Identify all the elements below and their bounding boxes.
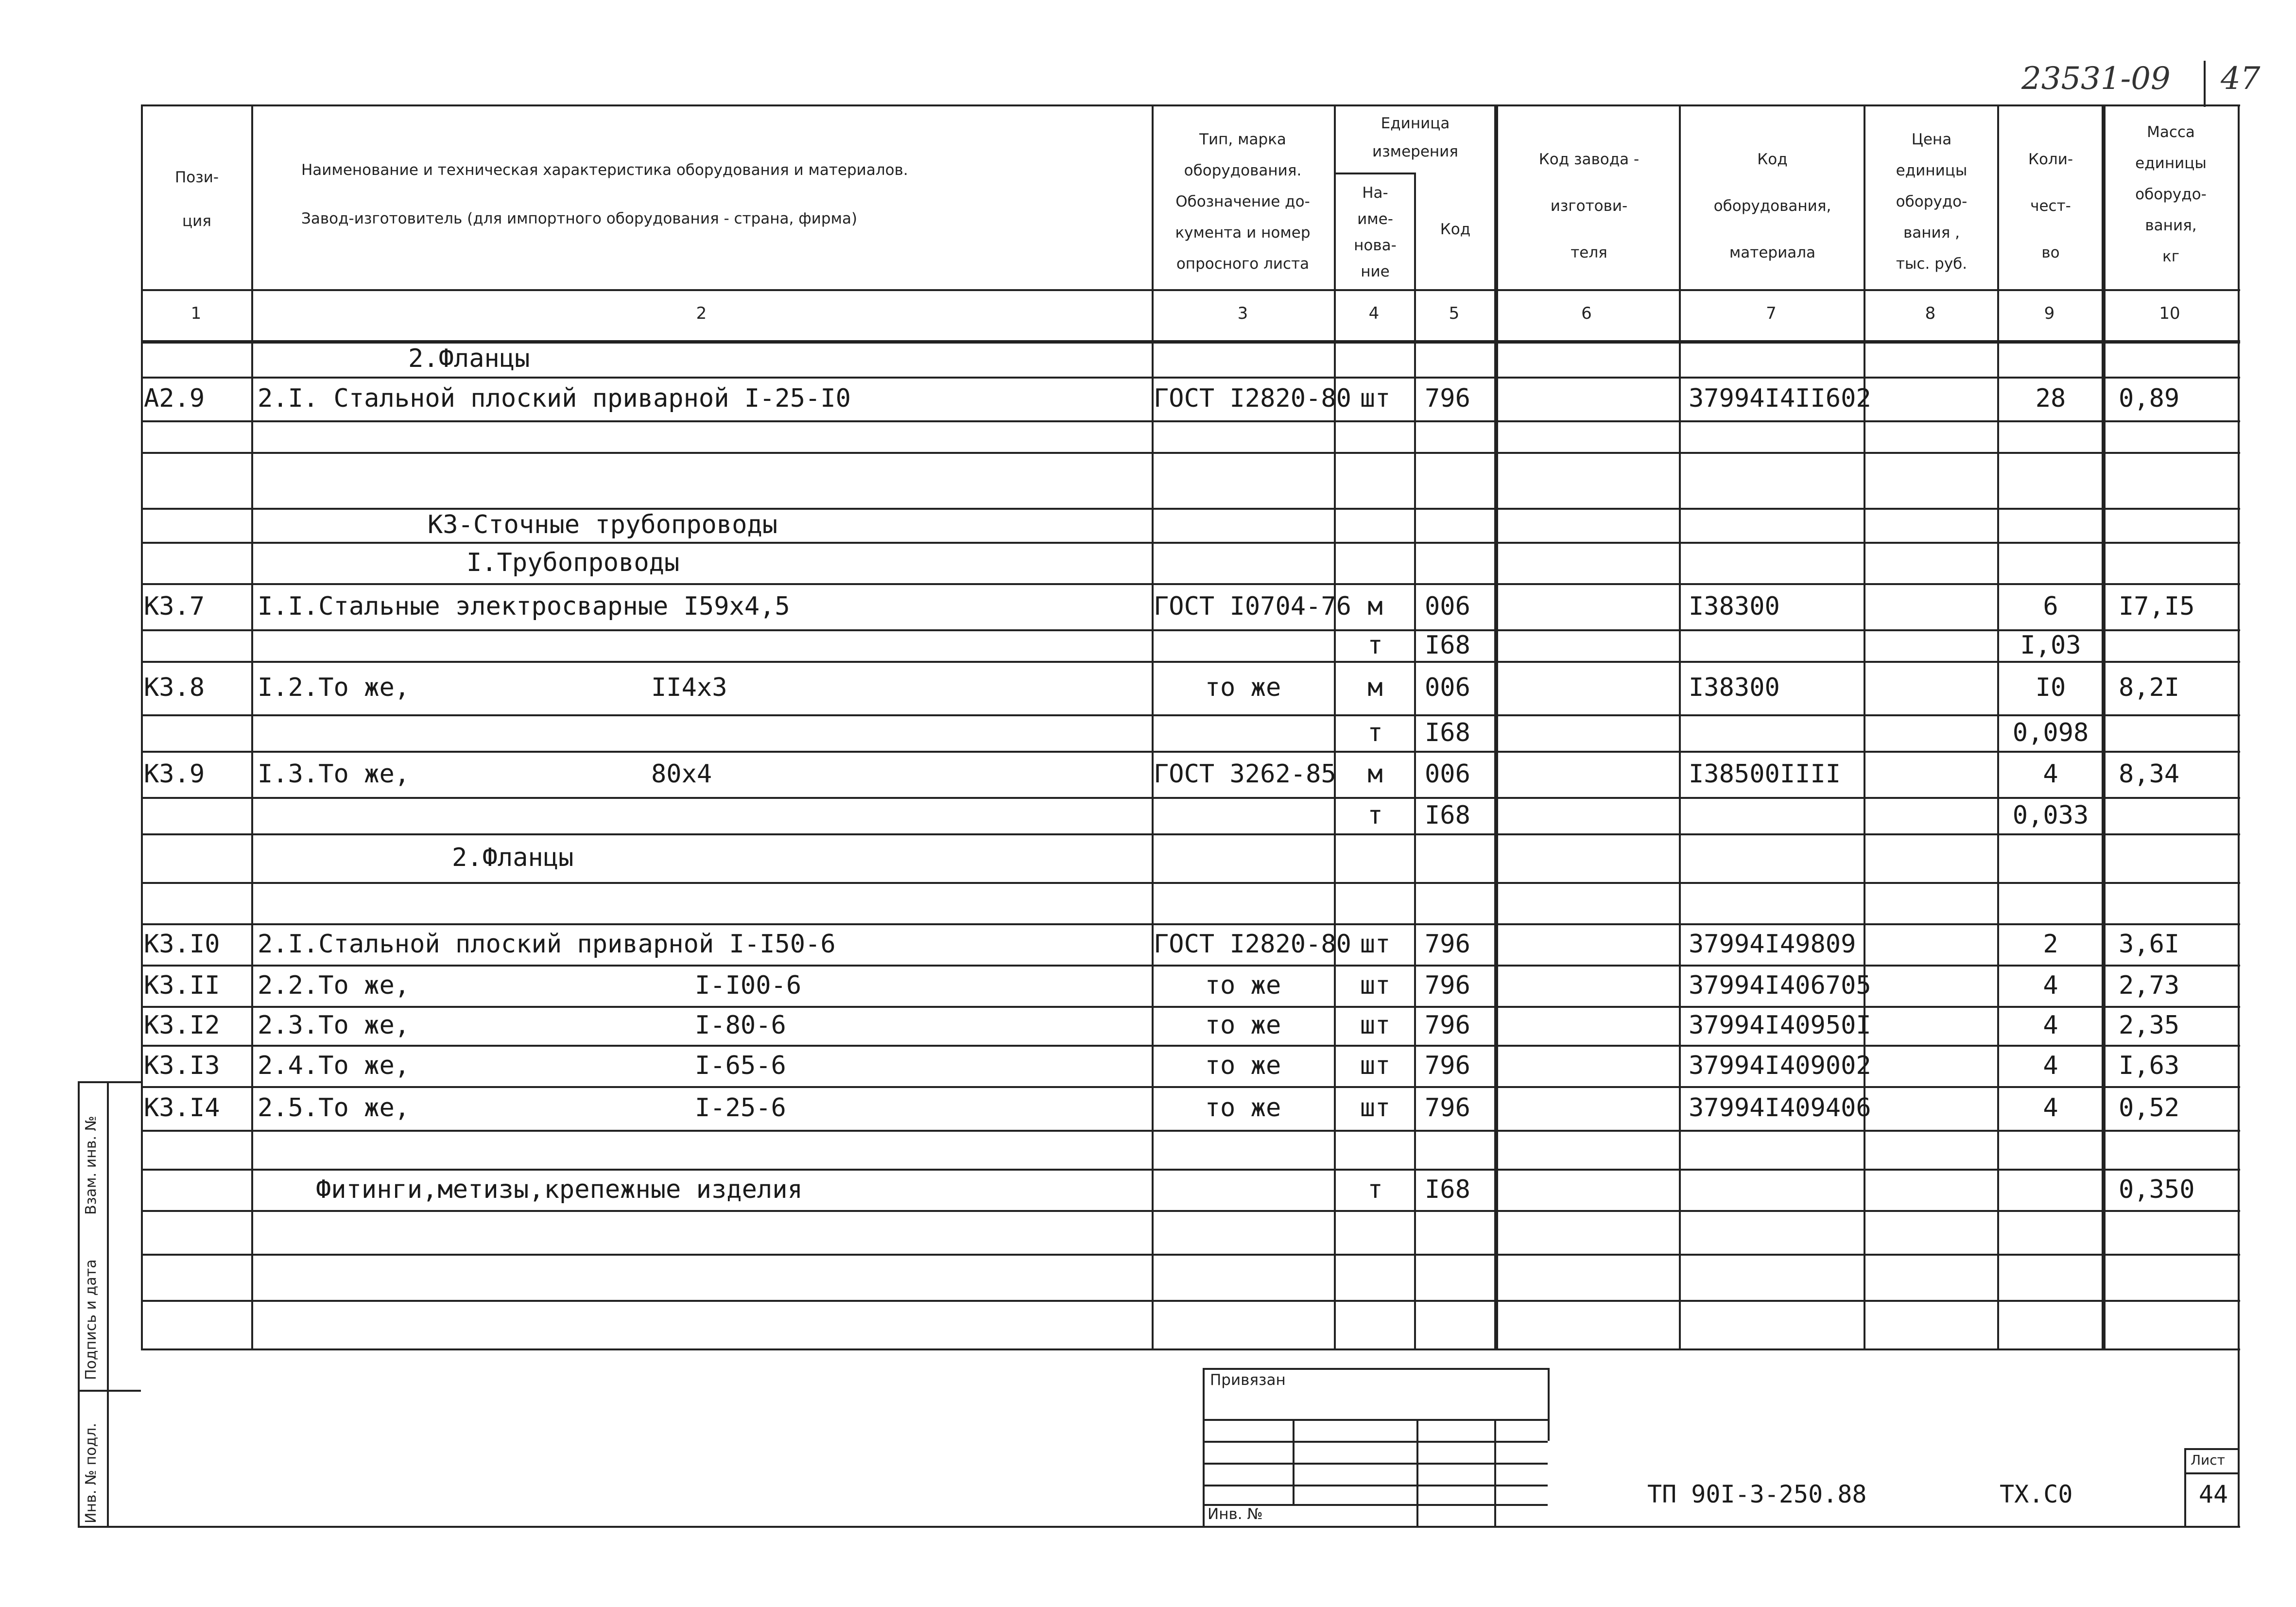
cell-mass: 3,6I	[2119, 929, 2180, 959]
cell-unit-code: I68	[1425, 630, 1470, 660]
cell-equipment-code: 37994I406705	[1689, 970, 1871, 1000]
cell-quantity: 4	[2043, 1051, 2058, 1080]
cell-unit: шт	[1360, 1011, 1391, 1040]
header-mass: Масса единицы оборудо- вания, кг	[2135, 123, 2207, 265]
cell-type: ГОСТ I2820-80	[1154, 384, 1351, 413]
header-factory-code: Код завода - изготови- теля	[1538, 151, 1640, 261]
cell-quantity: 4	[2043, 970, 2058, 1000]
cell-position: К3.8	[144, 673, 205, 702]
cell-equipment-code: 37994I4II602	[1689, 384, 1871, 413]
cell-unit: т	[1367, 800, 1383, 830]
cell-mass: 8,2I	[2119, 673, 2180, 702]
cell-size: I-25-6	[695, 1093, 786, 1123]
cell-size: I-80-6	[695, 1011, 786, 1040]
cell-unit: шт	[1360, 970, 1391, 1000]
cell-quantity: 0,098	[2012, 718, 2089, 747]
cell-name: 2.2.То же,	[258, 970, 410, 1000]
cell-type: ГОСТ I0704-76	[1154, 591, 1351, 621]
cell-position: К3.I0	[144, 929, 220, 959]
document-number: 23531-09	[2021, 61, 2171, 97]
cell-mass: I7,I5	[2119, 591, 2195, 621]
cell-name: I.2.То же,	[258, 673, 410, 702]
cell-type: ГОСТ 3262-85	[1154, 759, 1336, 789]
cell-equipment-code: I38500IIII	[1689, 759, 1841, 789]
column-number: 9	[2044, 304, 2055, 323]
column-number: 5	[1449, 304, 1460, 323]
page-number-top: 47	[2221, 61, 2261, 97]
linked-label: Привязан	[1210, 1371, 1286, 1389]
cell-unit: т	[1367, 1175, 1383, 1204]
cell-name: I.3.То же,	[258, 759, 410, 789]
cell-type: то же	[1205, 970, 1281, 1000]
cell-unit-code: 006	[1425, 591, 1470, 621]
cell-unit-code: 796	[1425, 929, 1470, 959]
header-type: Тип, марка оборудования. Обозначение до- кумента и номер опросного листа	[1175, 131, 1311, 273]
header-unit: Единица измерения	[1372, 115, 1458, 160]
cell-name: 2.Фланцы	[452, 843, 574, 872]
sheet-label: Лист	[2191, 1452, 2225, 1468]
cell-name: 2.4.То же,	[258, 1051, 410, 1080]
cell-type: то же	[1205, 1051, 1281, 1080]
cell-size: II4x3	[651, 673, 727, 702]
cell-unit: м	[1367, 673, 1383, 702]
cell-size: I-I00-6	[695, 970, 802, 1000]
cell-equipment-code: 37994I49809	[1689, 929, 1856, 959]
cell-name: 2.3.То же,	[258, 1011, 410, 1040]
cell-unit-code: 796	[1425, 1011, 1470, 1040]
cell-type: то же	[1205, 1011, 1281, 1040]
inventory-label: Инв. №	[1208, 1505, 1263, 1523]
cell-mass: I,63	[2119, 1051, 2180, 1080]
cell-unit: м	[1367, 591, 1383, 621]
cell-position: К3.I3	[144, 1051, 220, 1080]
column-number: 4	[1368, 304, 1380, 323]
cell-mass: 2,35	[2119, 1011, 2180, 1040]
cell-size: I-65-6	[695, 1051, 786, 1080]
column-number: 10	[2159, 304, 2180, 323]
cell-equipment-code: 37994I409002	[1689, 1051, 1871, 1080]
cell-mass: 0,350	[2119, 1175, 2195, 1204]
cell-unit: т	[1367, 630, 1383, 660]
cell-name: К3-Сточные трубопроводы	[428, 510, 778, 539]
document-mark: ТХ.С0	[2000, 1480, 2073, 1508]
cell-type: то же	[1205, 673, 1281, 702]
cell-quantity: 4	[2043, 1011, 2058, 1040]
cell-quantity: 2	[2043, 929, 2058, 959]
header-quantity: Коли- чест- во	[2028, 151, 2073, 261]
column-number: 8	[1925, 304, 1936, 323]
cell-unit-code: 796	[1425, 1051, 1470, 1080]
cell-name: 2.Фланцы	[408, 344, 530, 373]
cell-unit: м	[1367, 759, 1383, 789]
cell-unit-code: 006	[1425, 759, 1470, 789]
cell-unit: шт	[1360, 929, 1391, 959]
cell-unit-code: I68	[1425, 1175, 1470, 1204]
cell-position: A2.9	[144, 384, 205, 413]
cell-position: К3.I4	[144, 1093, 220, 1123]
cell-unit-code: 796	[1425, 1093, 1470, 1123]
side-label-inventory: Инв. № подл.	[83, 1423, 100, 1523]
header-equipment-code: Код оборудования, материала	[1713, 151, 1831, 261]
cell-name: 2.5.То же,	[258, 1093, 410, 1123]
cell-type: то же	[1205, 1093, 1281, 1123]
cell-name: I.Трубопроводы	[466, 548, 680, 577]
cell-unit: т	[1367, 718, 1383, 747]
cell-quantity: 4	[2043, 1093, 2058, 1123]
document-code: ТП 90I-3-250.88	[1647, 1480, 1867, 1508]
column-number: 7	[1766, 304, 1777, 323]
side-label-signature: Подпись и дата	[83, 1259, 100, 1380]
column-number: 1	[190, 304, 202, 323]
cell-quantity: 28	[2035, 384, 2066, 413]
header-position: Пози- ция	[174, 169, 219, 230]
cell-quantity: 6	[2043, 591, 2058, 621]
cell-unit-code: I68	[1425, 800, 1470, 830]
cell-mass: 2,73	[2119, 970, 2180, 1000]
cell-position: К3.I2	[144, 1011, 220, 1040]
column-number: 3	[1237, 304, 1248, 323]
cell-mass: 8,34	[2119, 759, 2180, 789]
cell-unit: шт	[1360, 1051, 1391, 1080]
header-price: Цена единицы оборудо- вания , тыс. руб.	[1896, 131, 1968, 273]
cell-unit: шт	[1360, 384, 1391, 413]
cell-unit-code: I68	[1425, 718, 1470, 747]
cell-quantity: 4	[2043, 759, 2058, 789]
cell-unit-code: 796	[1425, 970, 1470, 1000]
cell-unit-code: 006	[1425, 673, 1470, 702]
cell-name: Фитинги,метизы,крепежные изделия	[316, 1175, 803, 1204]
header-unit-name: На- име- нова- ние	[1354, 184, 1397, 280]
column-number: 6	[1581, 304, 1592, 323]
side-label-replacement: Взам. инв. №	[83, 1116, 100, 1215]
cell-size: 80x4	[651, 759, 712, 789]
header-name: Наименование и техническая характеристика оборудования и материалов. Завод-изготовитель (для импортного оборудования - страна, фирма)	[301, 161, 908, 227]
cell-unit: шт	[1360, 1093, 1391, 1123]
header-unit-code: Код	[1440, 221, 1471, 238]
cell-equipment-code: 37994I40950I	[1689, 1011, 1871, 1040]
cell-quantity: I,03	[2020, 630, 2081, 660]
column-number: 2	[696, 304, 707, 323]
cell-position: К3.II	[144, 970, 220, 1000]
cell-name: 2.I. Стальной плоский приварной I-25-I0	[258, 384, 851, 413]
cell-name: 2.I.Стальной плоский приварной I-I50-6	[258, 929, 836, 959]
cell-equipment-code: I38300	[1689, 673, 1780, 702]
cell-quantity: I0	[2035, 673, 2066, 702]
cell-name: I.I.Стальные электросварные I59x4,5	[258, 591, 790, 621]
cell-quantity: 0,033	[2012, 800, 2089, 830]
cell-equipment-code: I38300	[1689, 591, 1780, 621]
cell-equipment-code: 37994I409406	[1689, 1093, 1871, 1123]
sheet-number: 44	[2198, 1480, 2228, 1508]
cell-position: К3.7	[144, 591, 205, 621]
cell-mass: 0,52	[2119, 1093, 2180, 1123]
cell-unit-code: 796	[1425, 384, 1470, 413]
cell-mass: 0,89	[2119, 384, 2180, 413]
cell-position: К3.9	[144, 759, 205, 789]
cell-type: ГОСТ I2820-80	[1154, 929, 1351, 959]
